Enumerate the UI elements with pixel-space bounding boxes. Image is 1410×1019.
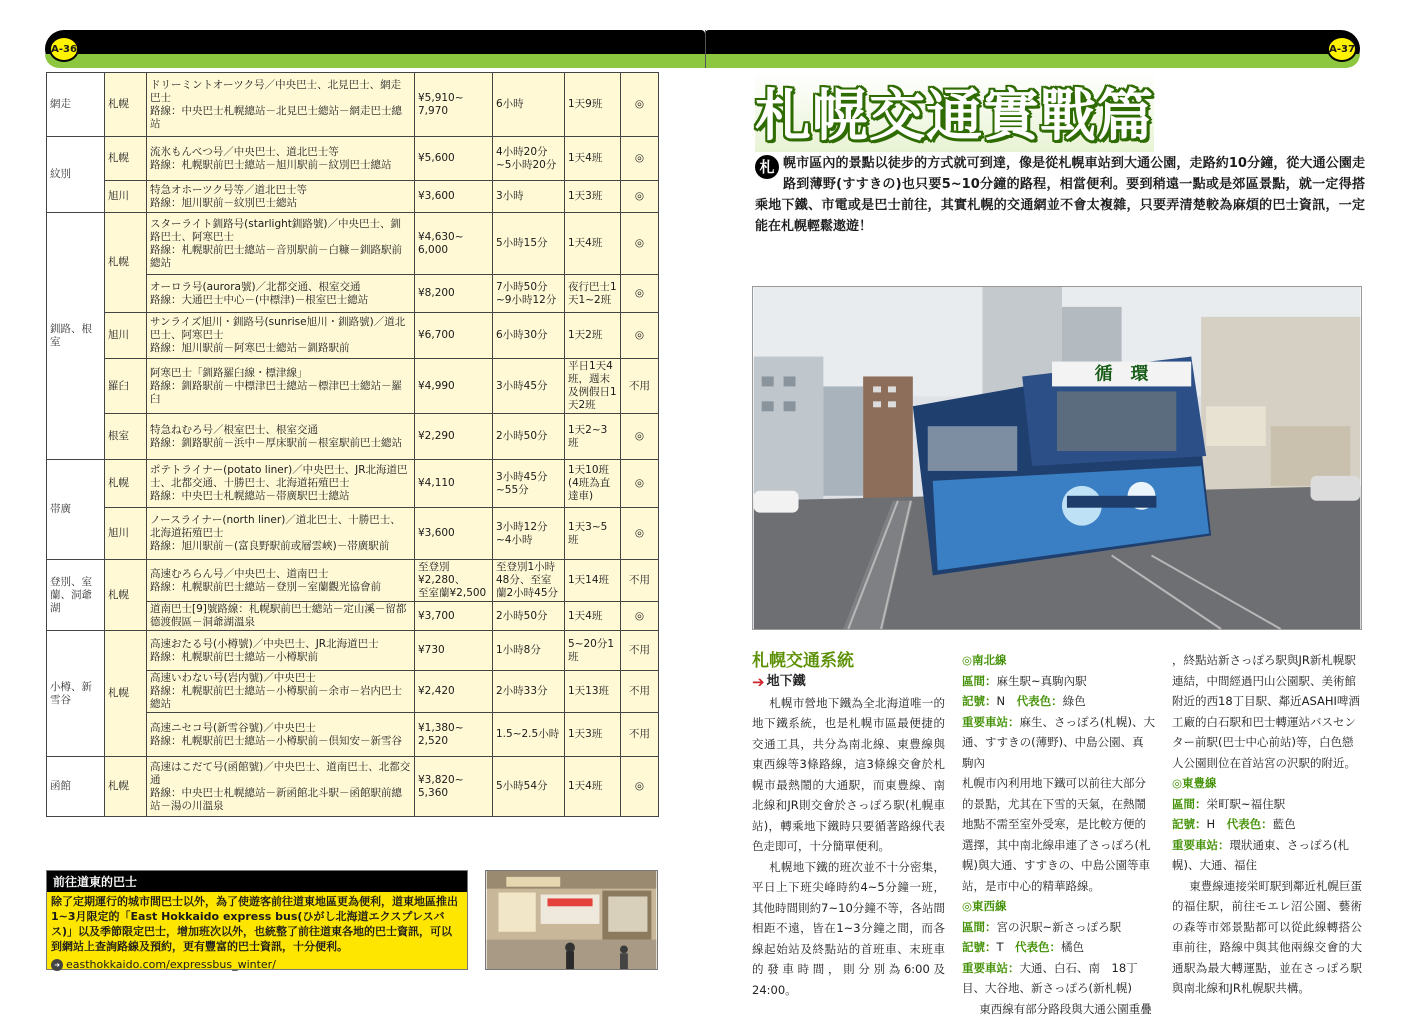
cell-duration: 6小時30分 xyxy=(493,313,565,359)
table-row xyxy=(47,460,659,508)
cell-reservation: ◎ xyxy=(621,757,659,817)
cell-duration: 6小時 xyxy=(493,73,565,137)
cell-reservation: ◎ xyxy=(621,460,659,508)
table-row xyxy=(47,359,659,414)
article-column-3 xyxy=(1172,650,1362,999)
cell-region: 網走 xyxy=(47,73,105,137)
cell-fare: ¥3,600 xyxy=(415,508,493,560)
cell-duration: 7小時50分~9小時12分 xyxy=(493,275,565,313)
cell-fare: ¥5,600 xyxy=(415,137,493,181)
cell-fare: ¥4,630~ 6,000 xyxy=(415,213,493,275)
cell-route: スターライト釧路号(starlight釧路號)／中央巴士、釧路巴士、阿寒巴士 路線：札幌駅前巴士總站－音別駅前－白糠－釧路駅前總站 xyxy=(147,213,415,275)
toho-note: 東豊線連接栄町駅到鄰近札幌巨蛋的福住駅，前往モエレ沼公園、藝術の森等市郊景點都可以從此線轉搭公車前往，路線中與其他兩線交會的大通駅為最大轉運點，並在さっぽろ駅與南北線和JR札幌駅共構。 xyxy=(1172,876,1362,999)
cell-fare: ¥730 xyxy=(415,631,493,671)
info-box-title: 前往道東的巴士 xyxy=(47,871,467,892)
tozai-stations: 重要車站：大通、白石、南 18丁目、大谷地、新さっぽろ(新札幌) xyxy=(962,958,1155,999)
cell-reservation: ◎ xyxy=(621,181,659,213)
cell-frequency: 1天3班 xyxy=(565,181,621,213)
arrow-icon: ➔ xyxy=(752,672,765,693)
cell-duration: 2小時50分 xyxy=(493,414,565,460)
cell-duration: 2小時50分 xyxy=(493,602,565,631)
page-title: 札幌交通實戰篇 xyxy=(755,72,1154,152)
cell-reservation: 不用 xyxy=(621,560,659,602)
toho-line-heading: ◎東豊線 xyxy=(1172,773,1362,794)
cell-route: 高速むろらん号／中央巴士、道南巴士 路線：札幌駅前巴士總站－登別－室蘭觀光協會前 xyxy=(147,560,415,602)
tram-photo xyxy=(752,286,1362,630)
cell-frequency: 夜行巴士1天1~2班 xyxy=(565,275,621,313)
cell-reservation: ◎ xyxy=(621,313,659,359)
cell-reservation: 不用 xyxy=(621,713,659,757)
cell-route: 高速はこだて号(函館號)／中央巴士、道南巴士、北都交通 路線：中央巴士札幌總站－新函館北斗駅－函館駅前總站－湯の川溫泉 xyxy=(147,757,415,817)
cell-route: 流氷もんべつ号／中央巴士、道北巴士等 路線：札幌駅前巴士總站－旭川駅前－紋別巴士總站 xyxy=(147,137,415,181)
cell-frequency: 平日1天4班，週末及例假日1天2班 xyxy=(565,359,621,414)
cell-fare: ¥1,380~ 2,520 xyxy=(415,713,493,757)
article-column-1 xyxy=(752,650,945,1000)
cell-frequency: 1天4班 xyxy=(565,757,621,817)
cell-duration: 3小時 xyxy=(493,181,565,213)
subway-paragraph-2: 札幌地下鐵的班次並不十分密集，平日上下班尖峰時約4~5分鐘一班，其他時間則約7~10分鐘不等，各站間相距不遠，皆在1~3分鐘之間，而各線起始站及終點站的首班車、末班車的發車時間，則分別為6:00及24:00。 xyxy=(752,857,945,1001)
cell-frequency: 1天2班 xyxy=(565,313,621,359)
cell-frequency: 1天14班 xyxy=(565,560,621,602)
table-row xyxy=(47,137,659,181)
cell-reservation: 不用 xyxy=(621,359,659,414)
page-number-left: A-36 xyxy=(49,36,79,62)
tozai-mark: 記號：T 代表色：橘色 xyxy=(962,937,1155,958)
nanboku-note: 札幌市內利用地下鐵可以前往大部分的景點，尤其在下雪的天氣，在熱鬧地點不需至室外受寒，是比較方便的選擇，其中南北線串連了さっぽろ(札幌)與大通、すすきの、中島公園等車站，是市中心的精華路線。 xyxy=(962,773,1155,896)
cell-frequency: 1天3班 xyxy=(565,713,621,757)
cell-region: 帯廣 xyxy=(47,460,105,560)
article-column-2 xyxy=(962,650,1155,1019)
cell-duration: 3小時45分 xyxy=(493,359,565,414)
table-row xyxy=(47,508,659,560)
cell-reservation: ◎ xyxy=(621,414,659,460)
nanboku-section: 區間：麻生駅~真駒內駅 xyxy=(962,671,1155,692)
cell-route: 阿寒巴士「釧路羅臼線・標津線」 路線：釧路駅前－中標津巴士總站－標津巴士總站－羅臼 xyxy=(147,359,415,414)
cell-frequency: 1天4班 xyxy=(565,213,621,275)
cell-reservation: ◎ xyxy=(621,602,659,631)
cell-origin: 羅臼 xyxy=(105,359,147,414)
cell-frequency: 5~20分1班 xyxy=(565,631,621,671)
cell-route: ノースライナー(north liner)／道北巴士、十勝巴士、北海道拓殖巴士 路線：旭川駅前－(富良野駅前或層雲峽)－帯廣駅前 xyxy=(147,508,415,560)
cell-duration: 5小時54分 xyxy=(493,757,565,817)
cell-route: 道南巴士[9]號路線：札幌駅前巴士總站－定山溪－留都德渡假區－洞爺湖溫泉 xyxy=(147,602,415,631)
intro-paragraph xyxy=(755,153,1365,237)
cell-origin: 札幌 xyxy=(105,631,147,757)
info-box-url[interactable]: easthokkaido.com/expressbus_winter/ xyxy=(66,958,276,971)
toho-mark: 記號：H 代表色：藍色 xyxy=(1172,814,1362,835)
header-bar-right xyxy=(705,30,1360,68)
cell-origin: 旭川 xyxy=(105,313,147,359)
cell-duration: 至登別1小時48分、至室蘭2小時45分 xyxy=(493,560,565,602)
subhead-subway: ➔ 地下鐵 xyxy=(752,672,945,693)
cell-duration: 3小時12分~4小時 xyxy=(493,508,565,560)
cell-duration: 2小時33分 xyxy=(493,671,565,713)
table-row xyxy=(47,181,659,213)
cell-reservation: ◎ xyxy=(621,73,659,137)
cell-reservation: ◎ xyxy=(621,508,659,560)
info-box-body: 除了定期運行的城市間巴士以外，為了使遊客前往道東地區更為便利，道東地區推出1~3月限定的「East Hokkaido express bus(ひがし北海道エクスプレスバス)」以及季節限定巴士，增加班次以外，也統整了前往道東各地的巴士資訊，可以到網站上查詢路線及預約，更有豐富的巴士資訊，十分便利。 xyxy=(47,892,467,956)
cell-fare: ¥2,290 xyxy=(415,414,493,460)
cell-origin: 札幌 xyxy=(105,213,147,313)
cell-reservation: ◎ xyxy=(621,275,659,313)
cell-frequency: 1天2~3班 xyxy=(565,414,621,460)
nanboku-mark: 記號：N 代表色：綠色 xyxy=(962,691,1155,712)
section-title: 札幌交通系統 xyxy=(752,650,945,672)
cell-route: 高速おたる号(小樽號)／中央巴士、JR北海道巴士 路線：札幌駅前巴士總站－小樽駅前 xyxy=(147,631,415,671)
tozai-note-start: 東西線有部分路段與大通公園重疊 xyxy=(962,999,1155,1019)
cell-fare: ¥6,700 xyxy=(415,313,493,359)
cell-frequency: 1天3~5班 xyxy=(565,508,621,560)
cell-fare: ¥8,200 xyxy=(415,275,493,313)
info-box-url-row[interactable] xyxy=(47,956,467,973)
bus-terminal-photo xyxy=(485,870,658,970)
cell-frequency: 1天4班 xyxy=(565,602,621,631)
table-row xyxy=(47,414,659,460)
cell-origin: 根室 xyxy=(105,414,147,460)
cell-origin: 札幌 xyxy=(105,73,147,137)
cell-frequency: 1天13班 xyxy=(565,671,621,713)
page-gutter xyxy=(705,30,706,68)
cell-route: オーロラ号(aurora號)／北都交通、根室交通 路線：大通巴士中心－(中標津)－根室巴士總站 xyxy=(147,275,415,313)
cell-duration: 1.5~2.5小時 xyxy=(493,713,565,757)
table-row xyxy=(47,631,659,671)
cell-region: 登別、室蘭、洞爺湖 xyxy=(47,560,105,631)
cell-fare: ¥3,600 xyxy=(415,181,493,213)
cell-fare: ¥4,110 xyxy=(415,460,493,508)
page-number-right: A-37 xyxy=(1327,36,1357,62)
cell-origin: 札幌 xyxy=(105,757,147,817)
cell-reservation: ◎ xyxy=(621,213,659,275)
table-row xyxy=(47,560,659,602)
cell-fare: ¥3,820~ 5,360 xyxy=(415,757,493,817)
table-row xyxy=(47,73,659,137)
tozai-section: 區間：宮の沢駅~新さっぽろ駅 xyxy=(962,917,1155,938)
cell-route: サンライズ旭川・釧路号(sunrise旭川・釧路號)／道北巴士、阿寒巴士 路線：旭川駅前－阿寒巴士總站－釧路駅前 xyxy=(147,313,415,359)
header-bar-left xyxy=(45,30,705,68)
tram-destination-sign: 循 環 xyxy=(1095,362,1149,384)
table-row xyxy=(47,313,659,359)
table-row xyxy=(47,757,659,817)
cell-fare: ¥3,700 xyxy=(415,602,493,631)
cell-duration: 1小時8分 xyxy=(493,631,565,671)
nanboku-stations: 重要車站：麻生、さっぽろ(札幌)、大通、すすきの(薄野)、中島公園、真駒內 xyxy=(962,712,1155,774)
cell-origin: 旭川 xyxy=(105,181,147,213)
tozai-note-continued: ，終點站新さっぽろ駅與JR新札幌駅連結，中間經過円山公園駅、美術館附近的西18丁目駅、鄰近ASAHI啤酒工廠的白石駅和巴士轉運站バスセンター前駅(巴士中心前站)等，白色戀人公園則位在首站宮の沢駅的附近。 xyxy=(1172,650,1362,773)
table-row xyxy=(47,213,659,275)
cell-frequency: 1天9班 xyxy=(565,73,621,137)
toho-stations: 重要車站：環狀通東、さっぽろ(札幌)、大通、福住 xyxy=(1172,835,1362,876)
cell-frequency: 1天10班(4班為直達車) xyxy=(565,460,621,508)
cell-route: ドリーミントオーツク号／中央巴士、北見巴士、網走巴士 路線：中央巴士札幌總站－北見巴士總站－網走巴士總站 xyxy=(147,73,415,137)
cell-route: 特急ねむろ号／根室巴士、根室交通 路線：釧路駅前－浜中－厚床駅前－根室駅前巴士總站 xyxy=(147,414,415,460)
cell-fare: 至登別 ¥2,280、 至室蘭¥2,500 xyxy=(415,560,493,602)
cell-reservation: 不用 xyxy=(621,631,659,671)
bus-route-table xyxy=(46,72,659,817)
cell-fare: ¥5,910~ 7,970 xyxy=(415,73,493,137)
web-icon: ➜ xyxy=(51,959,63,971)
intro-dropcap: 札 xyxy=(755,155,779,179)
tozai-line-heading: ◎東西線 xyxy=(962,896,1155,917)
intro-text: 幌市區內的景點以徒步的方式就可到達，像是從札幌車站到大通公園，走路約10分鐘，從大通公園走路到薄野(すすきの)也只要5~10分鐘的路程，相當便利。要到稍遠一點或是郊區景點，就一定得搭乘地下鐵、市電或是巴士前往，其實札幌的交通網並不會太複雜，只要弄清楚較為麻煩的巴士資訊，一定能在札幌輕鬆遨遊！ xyxy=(755,156,1365,234)
cell-origin: 旭川 xyxy=(105,508,147,560)
cell-region: 小樽、新雪谷 xyxy=(47,631,105,757)
cell-origin: 札幌 xyxy=(105,560,147,631)
cell-reservation: ◎ xyxy=(621,137,659,181)
cell-duration: 4小時20分~5小時20分 xyxy=(493,137,565,181)
cell-route: 特急オホーツク号等／道北巴士等 路線：旭川駅前－紋別巴士總站 xyxy=(147,181,415,213)
toho-section: 區間：栄町駅~福住駅 xyxy=(1172,794,1362,815)
cell-route: 高速いわない号(岩内號)／中央巴士 路線：札幌駅前巴士總站－小樽駅前－余市－岩内巴士總站 xyxy=(147,671,415,713)
nanboku-line-heading: ◎南北線 xyxy=(962,650,1155,671)
cell-fare: ¥4,990 xyxy=(415,359,493,414)
cell-region: 紋別 xyxy=(47,137,105,213)
cell-region: 釧路、根室 xyxy=(47,213,105,460)
cell-origin: 札幌 xyxy=(105,460,147,508)
cell-duration: 5小時15分 xyxy=(493,213,565,275)
subway-paragraph-1: 札幌市營地下鐵為全北海道唯一的地下鐵系統，也是札幌市區最便捷的交通工具，共分為南北線、東豊線與東西線等3條路線，這3條線交會於札幌市最熱鬧的大通駅，而東豊線、南北線和JR則交會於さっぽろ駅(札幌車站)，轉乘地下鐵時只要循著路線代表色走即可，十分簡單便利。 xyxy=(752,693,945,857)
cell-origin: 札幌 xyxy=(105,137,147,181)
cell-fare: ¥2,420 xyxy=(415,671,493,713)
cell-region: 函館 xyxy=(47,757,105,817)
cell-duration: 3小時45分~55分 xyxy=(493,460,565,508)
cell-reservation: 不用 xyxy=(621,671,659,713)
cell-frequency: 1天4班 xyxy=(565,137,621,181)
cell-route: ポテトライナー(potato liner)／中央巴士、JR北海道巴士、北都交通、十勝巴士、北海道拓殖巴士 路線：中央巴士札幌總站－帯廣駅巴士總站 xyxy=(147,460,415,508)
east-hokkaido-bus-info-box xyxy=(46,870,468,970)
cell-route: 高速ニセコ号(新雪谷號)／中央巴士 路線：札幌駅前巴士總站－小樽駅前－倶知安－新雪谷 xyxy=(147,713,415,757)
